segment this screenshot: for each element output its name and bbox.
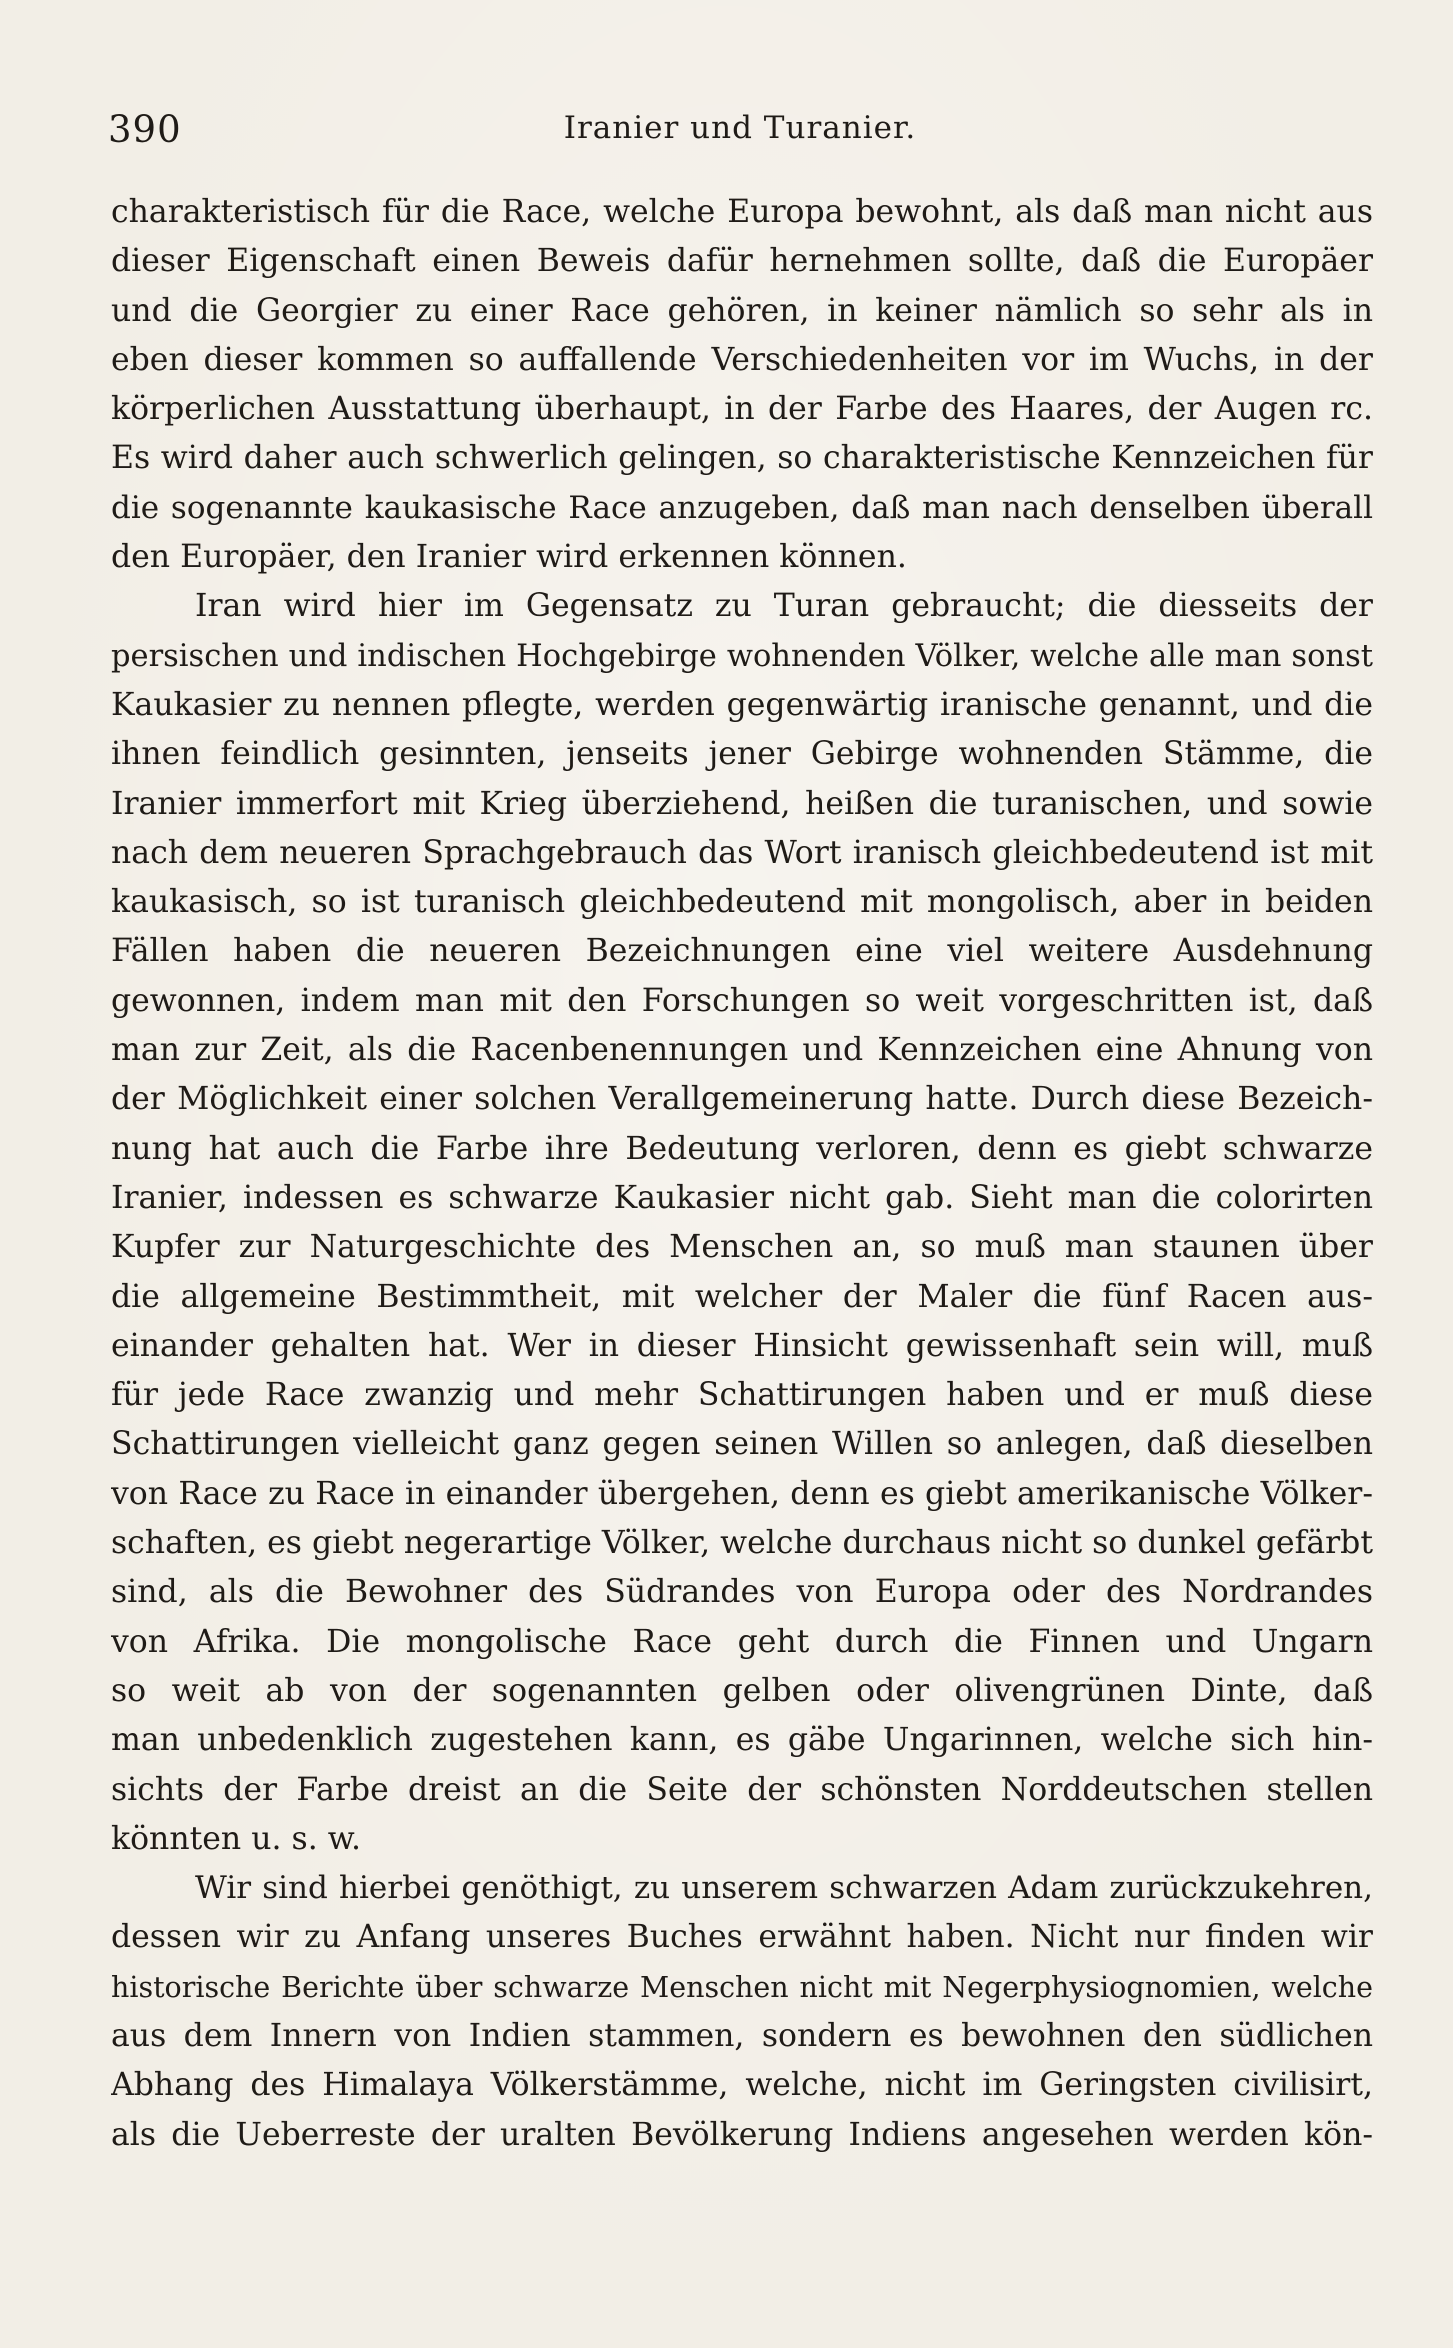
body-text xyxy=(111,188,1373,2160)
text-line: dessen wir zu Anfang unseres Buches erwähnt haben. Nicht nur finden wir xyxy=(111,1919,1373,1956)
text-line: als die Ueberreste der uralten Bevölkerung Indiens angesehen werden kön- xyxy=(111,2116,1373,2153)
text-line: die sogenannte kaukasische Race anzugeben, daß man nach denselben überall xyxy=(111,489,1373,526)
text-line: schaften, es giebt negerartige Völker, welche durchaus nicht so dunkel gefärbt xyxy=(111,1525,1373,1562)
text-line: von Race zu Race in einander übergehen, denn es giebt amerikanische Völker- xyxy=(111,1475,1373,1512)
text-line: Kupfer zur Naturgeschichte des Menschen an, so muß man staunen über xyxy=(111,1229,1373,1266)
text-line: der Möglichkeit einer solchen Verallgemeinerung hatte. Durch diese Bezeich- xyxy=(111,1081,1373,1118)
text-line: aus dem Innern von Indien stammen, sondern es bewohnen den südlichen xyxy=(111,2017,1373,2054)
text-line: persischen und indischen Hochgebirge wohnenden Völker, welche alle man sonst xyxy=(111,638,1373,674)
text-line: könnten u. s. w. xyxy=(111,1820,361,1857)
text-line: eben dieser kommen so auffallende Verschiedenheiten vor im Wuchs, in der xyxy=(111,341,1373,378)
text-line: Kaukasier zu nennen pflegte, werden gegenwärtig iranische genannt, und die xyxy=(111,686,1373,723)
text-line: so weit ab von der sogenannten gelben oder olivengrünen Dinte, daß xyxy=(111,1672,1373,1709)
text-line: und die Georgier zu einer Race gehören, in keiner nämlich so sehr als in xyxy=(111,292,1373,329)
text-line: kaukasisch, so ist turanisch gleichbedeutend mit mongolisch, aber in beiden xyxy=(111,884,1373,921)
text-line: den Europäer, den Iranier wird erkennen können. xyxy=(111,539,907,576)
running-title: Iranier und Turanier. xyxy=(563,110,917,146)
text-line: sichts der Farbe dreist an die Seite der schönsten Norddeutschen stellen xyxy=(111,1771,1373,1808)
text-line: man unbedenklich zugestehen kann, es gäbe Ungarinnen, welche sich hin- xyxy=(111,1722,1373,1759)
text-line: Abhang des Himalaya Völkerstämme, welche, nicht im Geringsten civilisirt, xyxy=(111,2067,1373,2104)
running-head xyxy=(108,108,1372,152)
text-line: nach dem neueren Sprachgebrauch das Wort iranisch gleichbedeutend ist mit xyxy=(111,834,1373,871)
text-line: Iranier immerfort mit Krieg überziehend, heißen die turanischen, und sowie xyxy=(111,785,1373,822)
text-line: Wir sind hierbei genöthigt, zu unserem schwarzen Adam zurückzukehren, xyxy=(195,1870,1373,1907)
text-line: ihnen feindlich gesinnten, jenseits jener Gebirge wohnenden Stämme, die xyxy=(111,736,1373,773)
text-line: von Afrika. Die mongolische Race geht durch die Finnen und Ungarn xyxy=(111,1623,1373,1660)
text-line: sind, als die Bewohner des Südrandes von Europa oder des Nordrandes xyxy=(111,1574,1373,1611)
text-line: dieser Eigenschaft einen Beweis dafür hernehmen sollte, daß die Europäer xyxy=(111,243,1373,280)
text-line: Iranier, indessen es schwarze Kaukasier nicht gab. Sieht man die colorirten xyxy=(111,1179,1373,1216)
text-line: körperlichen Ausstattung überhaupt, in der Farbe des Haares, der Augen rc. xyxy=(111,391,1373,428)
text-line: Fällen haben die neueren Bezeichnungen eine viel weitere Ausdehnung xyxy=(111,933,1373,970)
text-line: Es wird daher auch schwerlich gelingen, so charakteristische Kennzeichen für xyxy=(111,440,1373,477)
text-line: die allgemeine Bestimmtheit, mit welcher der Maler die fünf Racen aus- xyxy=(111,1278,1373,1315)
text-line: für jede Race zwanzig und mehr Schattirungen haben und er muß diese xyxy=(111,1377,1373,1414)
text-line: charakteristisch für die Race, welche Europa bewohnt, als daß man nicht aus xyxy=(111,194,1373,230)
text-line: Iran wird hier im Gegensatz zu Turan gebraucht; die diesseits der xyxy=(195,588,1373,625)
page-number: 390 xyxy=(108,108,182,151)
text-line: einander gehalten hat. Wer in dieser Hinsicht gewissenhaft sein will, muß xyxy=(111,1327,1373,1364)
text-line: gewonnen, indem man mit den Forschungen so weit vorgeschritten ist, daß xyxy=(111,982,1373,1019)
text-line: historische Berichte über schwarze Menschen nicht mit Negerphysiognomien, welche xyxy=(111,1970,1373,2004)
text-line: man zur Zeit, als die Racenbenennungen und Kennzeichen eine Ahnung von xyxy=(111,1032,1373,1069)
text-line: Schattirungen vielleicht ganz gegen seinen Willen so anlegen, daß dieselben xyxy=(111,1426,1373,1463)
text-line: nung hat auch die Farbe ihre Bedeutung verloren, denn es giebt schwarze xyxy=(111,1130,1373,1167)
